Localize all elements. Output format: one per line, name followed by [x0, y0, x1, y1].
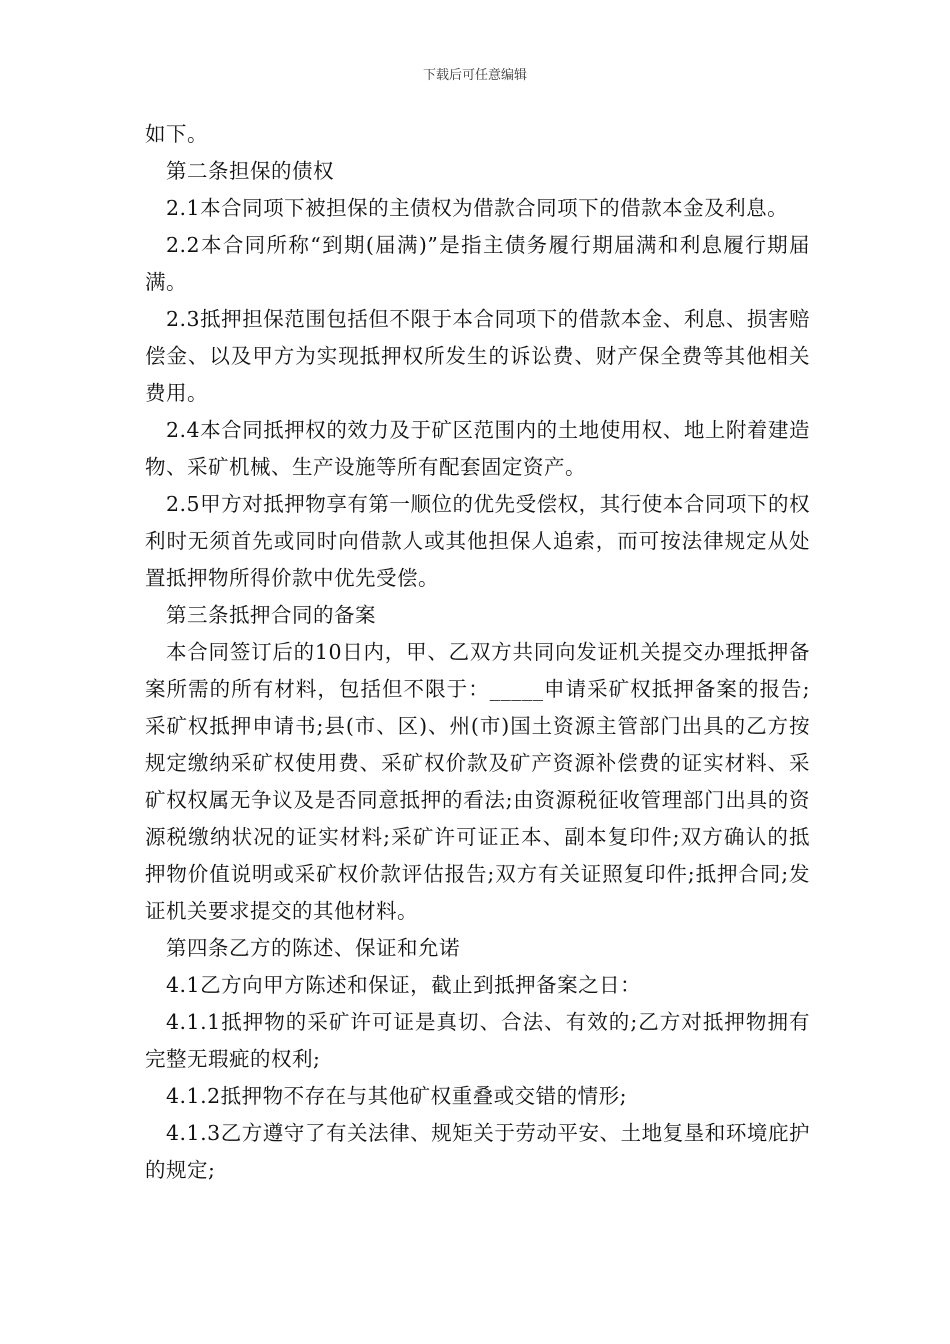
paragraph: 4.1乙方向甲方陈述和保证，截止到抵押备案之日： — [166, 973, 642, 997]
paragraph: 4.1.2抵押物不存在与其他矿权重叠或交错的情形; — [166, 1084, 628, 1108]
document-body — [145, 116, 810, 1189]
section-heading: 第二条担保的债权 — [166, 159, 334, 183]
paragraph: 4.1.3乙方遵守了有关法律、规矩关于劳动平安、土地复垦和环境庇护的规定; — [145, 1121, 810, 1182]
paragraph: 2.4本合同抵押权的效力及于矿区范围内的土地使用权、地上附着建造物、采矿机械、生产设施等所有配套固定资产。 — [145, 418, 810, 479]
paragraph: 如下。 — [145, 122, 208, 146]
section-heading: 第三条抵押合同的备案 — [166, 603, 376, 627]
paragraph: 2.3抵押担保范围包括但不限于本合同项下的借款本金、利息、损害赔偿金、以及甲方为实现抵押权所发生的诉讼费、财产保全费等其他相关费用。 — [145, 307, 810, 405]
paragraph: 本合同签订后的10日内，甲、乙双方共同向发证机关提交办理抵押备案所需的所有材料，包括但不限于：_____申请采矿权抵押备案的报告;采矿权抵押申请书;县(市、区)、州(市)国土资源主管部门出具的乙方按规定缴纳采矿权使用费、采矿权价款及矿产资源补偿费的证实材料、采矿权权属无争议及是否同意抵押的看法;由资源税征收管理部门出具的资源税缴纳状况的证实材料;采矿许可证正本、副本复印件;双方确认的抵押物价值说明或采矿权价款评估报告;双方有关证照复印件;抵押合同;发证机关要求提交的其他材料。 — [145, 640, 810, 923]
page-header: 下载后可任意编辑 — [422, 68, 527, 83]
paragraph: 2.5甲方对抵押物享有第一顺位的优先受偿权，其行使本合同项下的权利时无须首先或同时向借款人或其他担保人追索，而可按法律规定从处置抵押物所得价款中优先受偿。 — [145, 492, 810, 590]
paragraph: 4.1.1抵押物的采矿许可证是真切、合法、有效的;乙方对抵押物拥有完整无瑕疵的权利; — [145, 1010, 810, 1071]
paragraph: 2.1本合同项下被担保的主债权为借款合同项下的借款本金及利息。 — [166, 196, 789, 220]
paragraph: 2.2本合同所称“到期(届满)”是指主债务履行期届满和利息履行期届满。 — [145, 233, 810, 294]
section-heading: 第四条乙方的陈述、保证和允诺 — [166, 936, 460, 960]
